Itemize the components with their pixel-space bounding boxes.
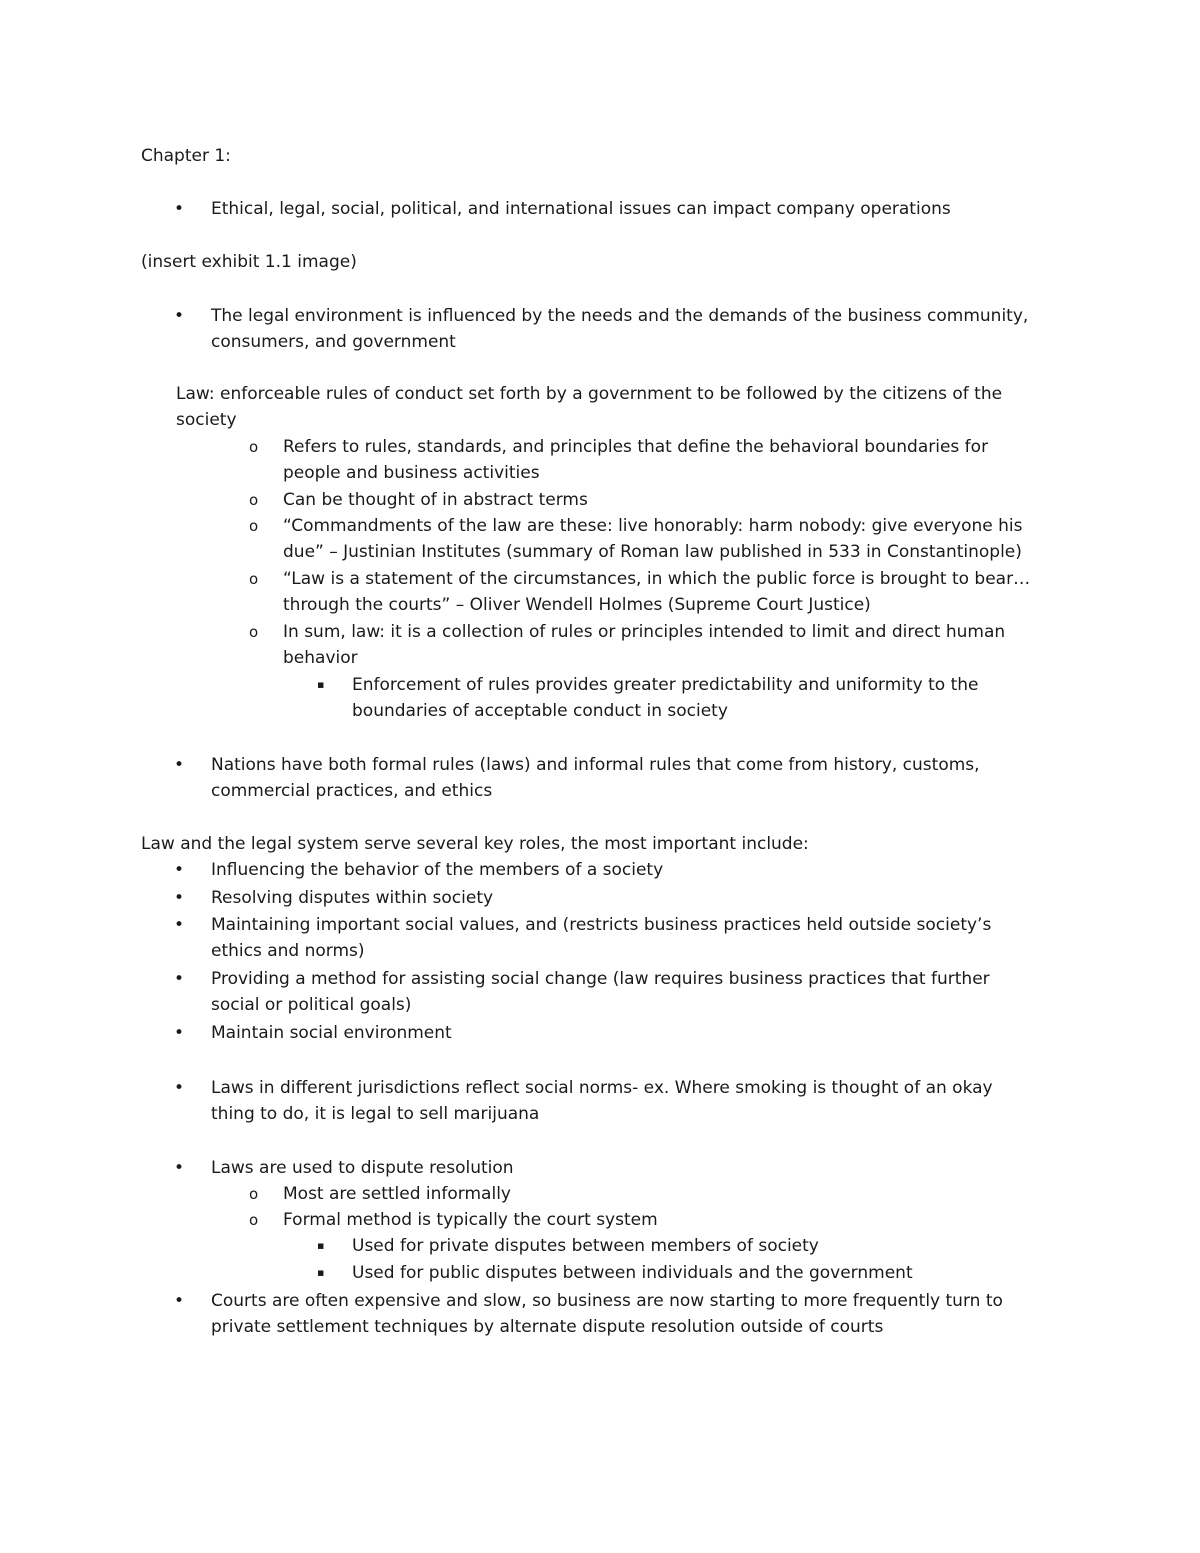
list-item-sum-cont: behavior	[283, 648, 358, 668]
list-item-enforcement: Enforcement of rules provides greater predictability and uniformity to the	[352, 675, 979, 695]
insert-note: (insert exhibit 1.1 image)	[141, 252, 357, 272]
bullet-icon: •	[174, 915, 185, 935]
list-item-courts-cont: private settlement techniques by alternate dispute resolution outside of courts	[211, 1317, 884, 1337]
list-item-dispute: Laws are used to dispute resolution	[211, 1158, 514, 1178]
bullet-icon: •	[174, 888, 185, 908]
list-item-holmes-cont: through the courts” – Oliver Wendell Holmes (Supreme Court Justice)	[283, 595, 871, 615]
list-item-refers: Refers to rules, standards, and principles that define the behavioral boundaries for	[283, 437, 989, 457]
list-item-justinian-cont: due” – Justinian Institutes (summary of Roman law published in 533 in Constantinople)	[283, 542, 1022, 562]
list-item-enforcement-cont: boundaries of acceptable conduct in society	[352, 701, 728, 721]
square-bullet-icon: ▪	[317, 678, 325, 691]
list-item-resolving: Resolving disputes within society	[211, 888, 494, 908]
list-item-ethical: Ethical, legal, social, political, and international issues can impact company operations	[211, 199, 951, 219]
list-item-justinian: “Commandments of the law are these: live honorably: harm nobody: give everyone his	[283, 516, 1023, 536]
law-definition: Law: enforceable rules of conduct set forth by a government to be followed by the citizens of the	[176, 384, 1003, 404]
list-item-maintaining-cont: ethics and norms)	[211, 941, 365, 961]
list-item-nations-cont: commercial practices, and ethics	[211, 781, 493, 801]
law-definition-cont: society	[176, 410, 237, 430]
list-item-sum: In sum, law: it is a collection of rules or principles intended to limit and direct human	[283, 622, 1006, 642]
list-item-courts: Courts are often expensive and slow, so business are now starting to more frequently turn to	[211, 1291, 1003, 1311]
square-bullet-icon: ▪	[317, 1266, 325, 1279]
list-item-jurisdictions: Laws in different jurisdictions reflect social norms- ex. Where smoking is thought of an okay	[211, 1078, 993, 1098]
list-item-jurisdictions-cont: thing to do, it is legal to sell marijuana	[211, 1104, 540, 1124]
hollow-bullet-icon: o	[249, 491, 259, 509]
list-item-public: Used for public disputes between individuals and the government	[352, 1263, 913, 1283]
list-item-legal-env-cont: consumers, and government	[211, 332, 456, 352]
bullet-icon: •	[174, 199, 185, 219]
list-item-nations: Nations have both formal rules (laws) and informal rules that come from history, customs,	[211, 755, 980, 775]
list-item-providing-cont: social or political goals)	[211, 995, 412, 1015]
list-item-influencing: Influencing the behavior of the members of a society	[211, 860, 664, 880]
list-item-formal: Formal method is typically the court system	[283, 1210, 658, 1230]
list-item-private: Used for private disputes between members of society	[352, 1236, 819, 1256]
list-item-providing: Providing a method for assisting social change (law requires business practices that further	[211, 969, 990, 989]
bullet-icon: •	[174, 969, 185, 989]
chapter-title: Chapter 1:	[141, 146, 231, 166]
bullet-icon: •	[174, 1078, 185, 1098]
list-item-abstract: Can be thought of in abstract terms	[283, 490, 588, 510]
roles-intro: Law and the legal system serve several key roles, the most important include:	[141, 834, 809, 854]
list-item-refers-cont: people and business activities	[283, 463, 540, 483]
list-item-informal: Most are settled informally	[283, 1184, 511, 1204]
hollow-bullet-icon: o	[249, 1185, 259, 1203]
bullet-icon: •	[174, 755, 185, 775]
hollow-bullet-icon: o	[249, 517, 259, 535]
list-item-maintaining: Maintaining important social values, and (restricts business practices held outside society’s	[211, 915, 992, 935]
list-item-legal-env: The legal environment is influenced by the needs and the demands of the business community,	[211, 306, 1029, 326]
hollow-bullet-icon: o	[249, 1211, 259, 1229]
hollow-bullet-icon: o	[249, 570, 259, 588]
list-item-maintain-env: Maintain social environment	[211, 1023, 452, 1043]
hollow-bullet-icon: o	[249, 438, 259, 456]
bullet-icon: •	[174, 1023, 185, 1043]
list-item-holmes: “Law is a statement of the circumstances, in which the public force is brought to bear…	[283, 569, 1031, 589]
square-bullet-icon: ▪	[317, 1239, 325, 1252]
bullet-icon: •	[174, 1158, 185, 1178]
bullet-icon: •	[174, 860, 185, 880]
bullet-icon: •	[174, 306, 185, 326]
bullet-icon: •	[174, 1291, 185, 1311]
hollow-bullet-icon: o	[249, 623, 259, 641]
